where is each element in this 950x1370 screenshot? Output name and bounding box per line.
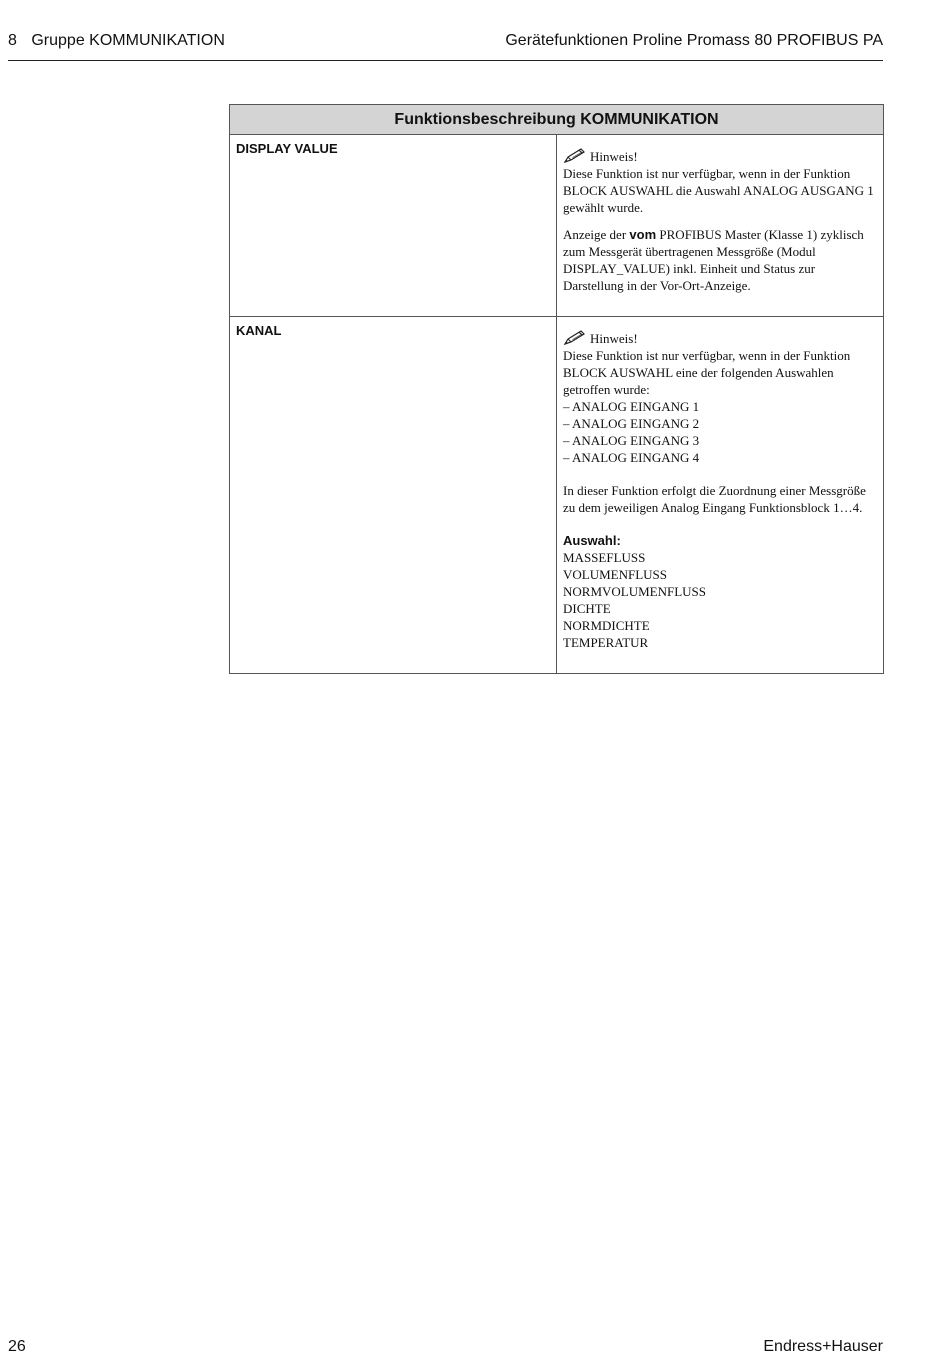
list-item: VOLUMENFLUSS xyxy=(563,567,668,582)
list-item: NORMVOLUMENFLUSS xyxy=(563,584,707,599)
function-name: KANAL xyxy=(230,317,557,674)
description-part: PROFIBUS Master (Klasse 1) zyklisch zum Messgerät übertragenen Messgröße (Modul DISPLAY_VALUE) inkl. Einheit und Status zur Darstellung in der Vor-Ort-Anzeige. xyxy=(563,227,864,293)
hint-label: Hinweis! xyxy=(590,331,638,346)
table-title: Funktionsbeschreibung KOMMUNIKATION xyxy=(230,105,884,135)
list-item: – ANALOG EINGANG 2 xyxy=(563,416,700,431)
function-table xyxy=(229,104,884,674)
function-name: DISPLAY VALUE xyxy=(230,135,557,317)
section-title: Gruppe KOMMUNIKATION xyxy=(31,32,225,49)
brand-name: Endress+Hauser xyxy=(763,1338,883,1355)
list-item: NORMDICHTE xyxy=(563,618,650,633)
description-emphasis: vom xyxy=(629,227,657,242)
pencil-icon xyxy=(563,329,587,347)
section-number: 8 xyxy=(8,32,17,49)
choice-label: Auswahl: xyxy=(563,533,621,548)
table-row xyxy=(230,317,884,674)
choice-list xyxy=(563,549,877,651)
list-item: – ANALOG EINGANG 4 xyxy=(563,450,700,465)
list-item: – ANALOG EINGANG 3 xyxy=(563,433,700,448)
list-item: DICHTE xyxy=(563,601,611,616)
hint-label: Hinweis! xyxy=(590,149,638,164)
hint-note xyxy=(563,329,877,347)
document-title: Gerätefunktionen Proline Promass 80 PROFIBUS PA xyxy=(505,32,883,49)
hint-text: Diese Funktion ist nur verfügbar, wenn in der Funktion BLOCK AUSWAHL eine der folgenden Auswahlen getroffen wurde: xyxy=(563,348,851,397)
table-row xyxy=(230,135,884,317)
list-item: – ANALOG EINGANG 1 xyxy=(563,399,700,414)
function-description xyxy=(557,317,884,674)
section-heading xyxy=(8,32,225,50)
list-item: TEMPERATUR xyxy=(563,635,649,650)
list-item: MASSEFLUSS xyxy=(563,550,646,565)
pencil-icon xyxy=(563,147,587,165)
function-description xyxy=(557,135,884,317)
option-list xyxy=(563,398,877,466)
description-part: Anzeige der xyxy=(563,227,630,242)
hint-text: Diese Funktion ist nur verfügbar, wenn in der Funktion BLOCK AUSWAHL die Auswahl ANALOG AUSGANG 1 gewählt wurde. xyxy=(563,166,874,215)
hint-note xyxy=(563,147,877,165)
page-header xyxy=(8,32,883,61)
page-number: 26 xyxy=(8,1338,26,1355)
description-text: In dieser Funktion erfolgt die Zuordnung einer Messgröße zu dem jeweiligen Analog Eingang Funktionsblock 1…4. xyxy=(563,483,866,515)
description-text xyxy=(563,226,877,294)
